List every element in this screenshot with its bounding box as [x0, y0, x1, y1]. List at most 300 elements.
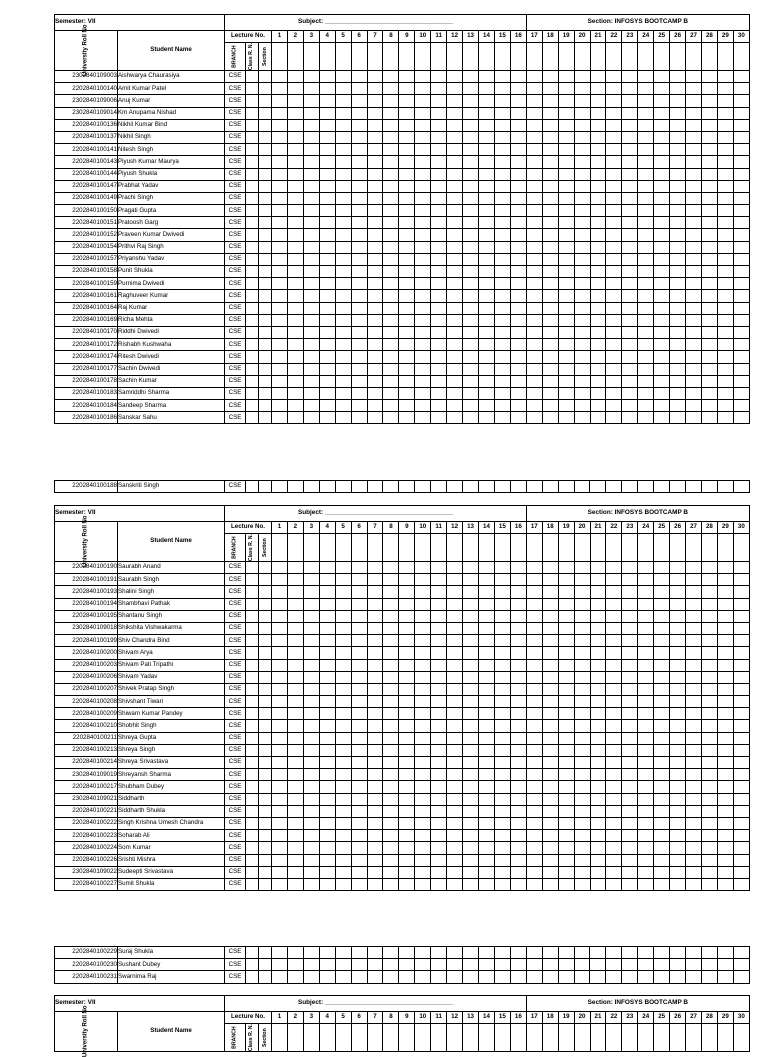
attendance-cell — [701, 793, 717, 805]
attendance-cell — [494, 253, 510, 265]
attendance-cell — [415, 400, 431, 412]
attendance-cell — [415, 598, 431, 610]
attendance-cell — [447, 481, 463, 493]
attendance-cell — [303, 1024, 319, 1052]
attendance-cell — [431, 866, 447, 878]
attendance-cell — [574, 635, 590, 647]
roll-number: 2202840100217 — [55, 781, 118, 793]
lecture-number: 17 — [526, 1012, 542, 1024]
attendance-cell — [686, 534, 702, 562]
attendance-cell — [654, 647, 670, 659]
attendance-cell — [510, 83, 526, 95]
attendance-cell — [415, 534, 431, 562]
attendance-cell — [701, 586, 717, 598]
attendance-cell — [272, 229, 288, 241]
attendance-cell — [367, 635, 383, 647]
attendance-cell — [478, 793, 494, 805]
attendance-cell — [335, 830, 351, 842]
branch: CSE — [225, 278, 246, 290]
student-name: Shambhavi Pathak — [118, 598, 225, 610]
attendance-cell — [638, 574, 654, 586]
attendance-cell — [510, 95, 526, 107]
attendance-cell — [383, 168, 399, 180]
attendance-cell — [654, 757, 670, 769]
attendance-cell — [478, 205, 494, 217]
branch: CSE — [225, 647, 246, 659]
attendance-cell — [367, 683, 383, 695]
attendance-cell — [447, 168, 463, 180]
attendance-cell — [717, 229, 733, 241]
attendance-cell — [447, 769, 463, 781]
student-name: Punit Shukla — [118, 266, 225, 278]
roll-number: 2202840100223 — [55, 830, 118, 842]
attendance-cell — [717, 781, 733, 793]
attendance-cell — [574, 180, 590, 192]
attendance-cell — [733, 866, 749, 878]
attendance-cell — [574, 793, 590, 805]
attendance-cell — [272, 144, 288, 156]
attendance-cell — [686, 793, 702, 805]
attendance-cell — [415, 217, 431, 229]
attendance-cell — [383, 266, 399, 278]
attendance-cell — [383, 95, 399, 107]
attendance-cell — [670, 302, 686, 314]
attendance-cell — [383, 947, 399, 959]
attendance-cell — [622, 229, 638, 241]
attendance-cell — [717, 971, 733, 983]
branch: CSE — [225, 95, 246, 107]
attendance-cell — [494, 95, 510, 107]
attendance-cell — [431, 192, 447, 204]
attendance-cell — [272, 598, 288, 610]
attendance-cell — [606, 107, 622, 119]
lecture-number: 11 — [431, 522, 447, 534]
branch: CSE — [225, 326, 246, 338]
attendance-cell — [463, 635, 479, 647]
attendance-cell — [542, 253, 558, 265]
attendance-cell — [590, 205, 606, 217]
student-row — [55, 95, 750, 107]
attendance-cell — [335, 574, 351, 586]
attendance-cell — [399, 375, 415, 387]
attendance-cell — [733, 290, 749, 302]
section-cell — [259, 805, 272, 817]
attendance-cell — [590, 635, 606, 647]
roll-number: 2202840100231 — [55, 971, 118, 983]
attendance-cell — [542, 971, 558, 983]
attendance-cell — [367, 107, 383, 119]
attendance-cell — [415, 43, 431, 71]
attendance-cell — [287, 878, 303, 890]
lecture-number: 26 — [670, 31, 686, 43]
attendance-cell — [686, 842, 702, 854]
lecture-number: 5 — [335, 1012, 351, 1024]
attendance-cell — [542, 144, 558, 156]
section-cell — [259, 720, 272, 732]
attendance-cell — [335, 647, 351, 659]
class-rn-cell — [246, 400, 259, 412]
attendance-cell — [367, 481, 383, 493]
lecture-number: 30 — [733, 522, 749, 534]
attendance-cell — [494, 131, 510, 143]
attendance-cell — [622, 805, 638, 817]
attendance-cell — [686, 744, 702, 756]
branch: CSE — [225, 119, 246, 131]
attendance-cell — [558, 830, 574, 842]
attendance-cell — [351, 805, 367, 817]
attendance-cell — [558, 205, 574, 217]
section-cell — [259, 622, 272, 634]
attendance-cell — [383, 217, 399, 229]
attendance-cell — [272, 781, 288, 793]
attendance-cell — [606, 302, 622, 314]
attendance-cell — [590, 131, 606, 143]
attendance-cell — [686, 217, 702, 229]
attendance-cell — [303, 375, 319, 387]
attendance-cell — [272, 534, 288, 562]
attendance-cell — [670, 278, 686, 290]
attendance-cell — [383, 647, 399, 659]
attendance-cell — [510, 217, 526, 229]
attendance-cell — [670, 622, 686, 634]
attendance-cell — [383, 119, 399, 131]
student-name: Ritesh Dwivedi — [118, 351, 225, 363]
attendance-cell — [272, 339, 288, 351]
attendance-cell — [670, 683, 686, 695]
lecture-number: 8 — [383, 31, 399, 43]
attendance-cell — [383, 400, 399, 412]
attendance-cell — [494, 339, 510, 351]
attendance-cell — [463, 400, 479, 412]
attendance-cell — [606, 696, 622, 708]
attendance-cell — [733, 71, 749, 83]
attendance-cell — [383, 683, 399, 695]
lecture-number: 29 — [717, 522, 733, 534]
attendance-cell — [542, 180, 558, 192]
attendance-cell — [622, 375, 638, 387]
attendance-cell — [717, 278, 733, 290]
attendance-cell — [463, 144, 479, 156]
attendance-cell — [383, 278, 399, 290]
attendance-cell — [733, 326, 749, 338]
attendance-cell — [574, 168, 590, 180]
attendance-cell — [494, 610, 510, 622]
lecture-no-header: Lecture No. — [225, 31, 272, 43]
roll-number: 2202840100190 — [55, 562, 118, 574]
roll-number: 2202840100183 — [55, 387, 118, 399]
lecture-number: 8 — [383, 1012, 399, 1024]
attendance-cell — [478, 842, 494, 854]
attendance-cell — [272, 610, 288, 622]
attendance-cell — [701, 205, 717, 217]
attendance-cell — [638, 107, 654, 119]
attendance-cell — [319, 205, 335, 217]
attendance-cell — [494, 481, 510, 493]
attendance-cell — [670, 43, 686, 71]
student-name: Suraj Shukla — [118, 947, 225, 959]
attendance-cell — [335, 363, 351, 375]
attendance-cell — [686, 314, 702, 326]
attendance-cell — [367, 947, 383, 959]
student-row — [55, 481, 750, 493]
attendance-cell — [319, 290, 335, 302]
attendance-cell — [654, 878, 670, 890]
attendance-cell — [335, 947, 351, 959]
attendance-cell — [431, 622, 447, 634]
attendance-cell — [463, 314, 479, 326]
attendance-cell — [383, 412, 399, 424]
attendance-cell — [399, 107, 415, 119]
student-name: Sachin Dwivedi — [118, 363, 225, 375]
attendance-cell — [303, 229, 319, 241]
attendance-cell — [558, 793, 574, 805]
attendance-cell — [526, 363, 542, 375]
attendance-cell — [542, 659, 558, 671]
attendance-cell — [399, 71, 415, 83]
attendance-cell — [590, 156, 606, 168]
subject-label: Subject: ____________________________________ — [225, 996, 527, 1012]
branch: CSE — [225, 266, 246, 278]
attendance-cell — [574, 696, 590, 708]
student-row — [55, 708, 750, 720]
attendance-cell — [303, 266, 319, 278]
attendance-cell — [319, 842, 335, 854]
attendance-cell — [431, 671, 447, 683]
attendance-cell — [733, 647, 749, 659]
attendance-cell — [510, 622, 526, 634]
attendance-cell — [415, 229, 431, 241]
attendance-cell — [638, 83, 654, 95]
lecture-number: 6 — [351, 1012, 367, 1024]
attendance-cell — [638, 732, 654, 744]
attendance-cell — [399, 732, 415, 744]
branch-col-text: BRANCH — [231, 1026, 238, 1049]
attendance-cell — [351, 131, 367, 143]
attendance-cell — [478, 314, 494, 326]
attendance-cell — [590, 842, 606, 854]
attendance-cell — [351, 326, 367, 338]
attendance-cell — [399, 168, 415, 180]
attendance-cell — [367, 144, 383, 156]
section-cell — [259, 635, 272, 647]
attendance-cell — [415, 744, 431, 756]
attendance-cell — [558, 229, 574, 241]
attendance-cell — [717, 302, 733, 314]
attendance-cell — [415, 302, 431, 314]
attendance-cell — [622, 793, 638, 805]
attendance-cell — [415, 866, 431, 878]
attendance-cell — [542, 647, 558, 659]
attendance-cell — [319, 180, 335, 192]
attendance-cell — [319, 647, 335, 659]
attendance-cell — [590, 586, 606, 598]
attendance-cell — [415, 205, 431, 217]
attendance-cell — [272, 854, 288, 866]
roll-number: 2202840100158 — [55, 266, 118, 278]
attendance-cell — [558, 744, 574, 756]
attendance-cell — [701, 156, 717, 168]
attendance-cell — [303, 278, 319, 290]
attendance-cell — [494, 647, 510, 659]
roll-number: 2202840100140 — [55, 83, 118, 95]
attendance-cell — [319, 805, 335, 817]
attendance-cell — [478, 817, 494, 829]
attendance-cell — [558, 534, 574, 562]
attendance-cell — [303, 757, 319, 769]
lecture-number: 27 — [686, 31, 702, 43]
attendance-cell — [686, 241, 702, 253]
attendance-cell — [654, 622, 670, 634]
roll-number: 2302840109018 — [55, 622, 118, 634]
attendance-cell — [654, 708, 670, 720]
attendance-cell — [558, 817, 574, 829]
attendance-cell — [319, 95, 335, 107]
attendance-cell — [478, 769, 494, 781]
attendance-cell — [606, 720, 622, 732]
attendance-cell — [558, 302, 574, 314]
section-cell — [259, 830, 272, 842]
section-cell — [259, 387, 272, 399]
attendance-cell — [463, 326, 479, 338]
attendance-cell — [510, 363, 526, 375]
student-row — [55, 266, 750, 278]
attendance-cell — [622, 302, 638, 314]
student-name: Piyush Kumar Maurya — [118, 156, 225, 168]
attendance-cell — [701, 278, 717, 290]
attendance-cell — [319, 131, 335, 143]
attendance-cell — [638, 326, 654, 338]
attendance-cell — [463, 610, 479, 622]
attendance-cell — [415, 290, 431, 302]
attendance-cell — [447, 878, 463, 890]
attendance-cell — [351, 959, 367, 971]
attendance-cell — [510, 635, 526, 647]
section-cell — [259, 205, 272, 217]
attendance-cell — [415, 947, 431, 959]
attendance-cell — [463, 339, 479, 351]
attendance-cell — [494, 586, 510, 598]
attendance-cell — [590, 229, 606, 241]
student-name-header: Student Name — [118, 31, 225, 71]
attendance-cell — [303, 720, 319, 732]
attendance-cell — [717, 696, 733, 708]
attendance-cell — [622, 959, 638, 971]
class-rn-cell — [246, 781, 259, 793]
attendance-cell — [717, 842, 733, 854]
attendance-cell — [717, 805, 733, 817]
attendance-cell — [622, 947, 638, 959]
class-rn-cell — [246, 119, 259, 131]
attendance-cell — [367, 205, 383, 217]
attendance-cell — [686, 180, 702, 192]
attendance-cell — [367, 671, 383, 683]
attendance-cell — [494, 635, 510, 647]
attendance-cell — [638, 696, 654, 708]
attendance-cell — [478, 302, 494, 314]
attendance-cell — [590, 732, 606, 744]
attendance-cell — [335, 671, 351, 683]
attendance-cell — [701, 314, 717, 326]
attendance-cell — [558, 854, 574, 866]
attendance-cell — [590, 647, 606, 659]
attendance-cell — [542, 107, 558, 119]
attendance-cell — [478, 635, 494, 647]
attendance-cell — [415, 266, 431, 278]
student-name: Riddhi Dwivedi — [118, 326, 225, 338]
attendance-cell — [717, 635, 733, 647]
attendance-cell — [303, 793, 319, 805]
attendance-cell — [351, 302, 367, 314]
attendance-cell — [303, 959, 319, 971]
attendance-cell — [606, 339, 622, 351]
attendance-cell — [686, 769, 702, 781]
attendance-cell — [351, 683, 367, 695]
attendance-cell — [399, 598, 415, 610]
attendance-cell — [287, 805, 303, 817]
attendance-cell — [606, 757, 622, 769]
section-cell — [259, 757, 272, 769]
attendance-cell — [478, 622, 494, 634]
attendance-cell — [383, 574, 399, 586]
attendance-cell — [303, 387, 319, 399]
attendance-cell — [686, 400, 702, 412]
attendance-cell — [606, 119, 622, 131]
attendance-cell — [654, 769, 670, 781]
attendance-cell — [463, 266, 479, 278]
attendance-cell — [431, 635, 447, 647]
attendance-cell — [686, 598, 702, 610]
section-cell — [259, 793, 272, 805]
attendance-cell — [287, 131, 303, 143]
student-row — [55, 156, 750, 168]
attendance-cell — [478, 387, 494, 399]
attendance-cell — [478, 107, 494, 119]
attendance-cell — [622, 842, 638, 854]
roll-number: 2202840100224 — [55, 842, 118, 854]
attendance-cell — [494, 180, 510, 192]
attendance-cell — [654, 351, 670, 363]
attendance-cell — [319, 683, 335, 695]
attendance-cell — [686, 192, 702, 204]
attendance-cell — [686, 830, 702, 842]
attendance-cell — [717, 481, 733, 493]
section-cell — [259, 326, 272, 338]
attendance-cell — [335, 805, 351, 817]
attendance-cell — [686, 659, 702, 671]
attendance-cell — [494, 562, 510, 574]
attendance-cell — [303, 817, 319, 829]
lecture-number: 4 — [319, 522, 335, 534]
attendance-cell — [447, 375, 463, 387]
class-rn-cell — [246, 866, 259, 878]
attendance-cell — [638, 830, 654, 842]
attendance-cell — [686, 351, 702, 363]
student-name-header: Student Name — [118, 1012, 225, 1052]
attendance-cell — [399, 290, 415, 302]
attendance-cell — [335, 757, 351, 769]
attendance-cell — [431, 278, 447, 290]
attendance-cell — [431, 830, 447, 842]
attendance-cell — [558, 351, 574, 363]
student-row — [55, 610, 750, 622]
attendance-cell — [303, 241, 319, 253]
attendance-cell — [335, 610, 351, 622]
section-cell — [259, 131, 272, 143]
student-row — [55, 326, 750, 338]
attendance-cell — [670, 107, 686, 119]
attendance-cell — [526, 959, 542, 971]
attendance-cell — [351, 290, 367, 302]
